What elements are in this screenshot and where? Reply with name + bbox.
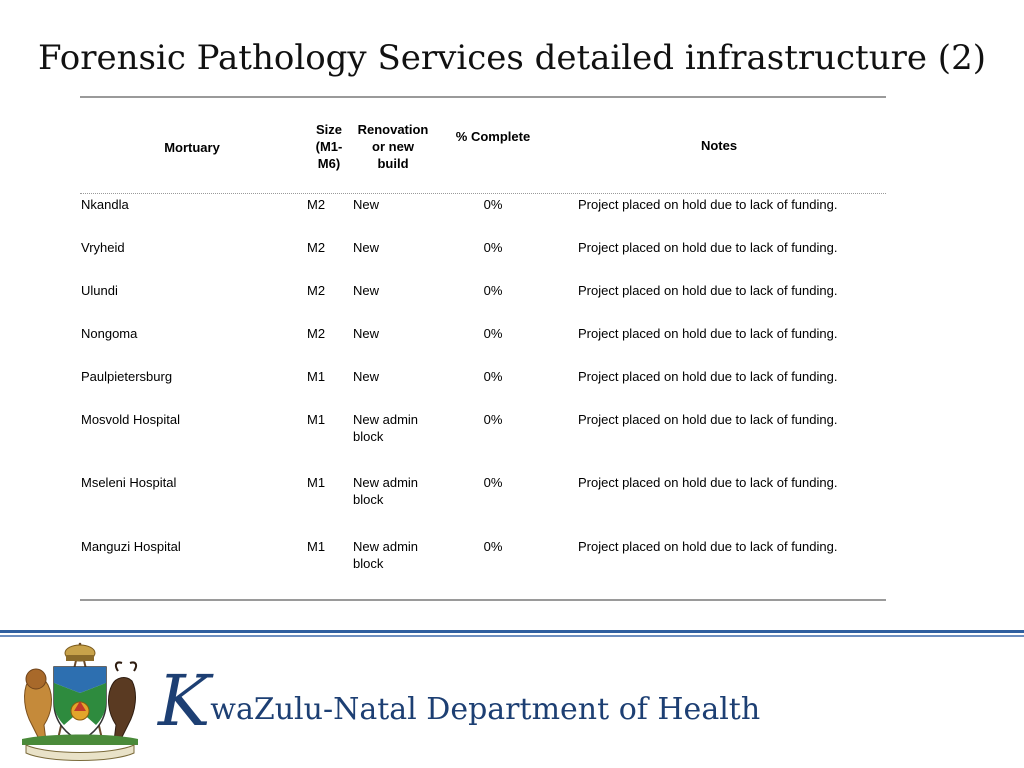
footer-band-thin [0, 635, 1024, 637]
header-size: Size (M1- M6) [315, 122, 343, 171]
cell-size: M1 [307, 539, 326, 554]
cell-mortuary: Ulundi [81, 283, 118, 298]
cell-renovation-line: New admin [353, 412, 419, 427]
department-wordmark [158, 660, 760, 740]
cell-renovation [353, 538, 443, 572]
coat-of-arms-icon [18, 641, 142, 763]
cell-size: M2 [307, 240, 326, 255]
cell-renovation [353, 368, 443, 385]
wordmark-text: waZulu-Natal Department of Health [210, 692, 761, 727]
cell-mortuary: Mosvold Hospital [81, 412, 180, 427]
cell-renovation-line: New [353, 240, 380, 255]
header-renovation: Renovation or new build [357, 122, 429, 171]
cell-percent-complete: 0% [483, 197, 503, 212]
header-notes: Notes [700, 138, 738, 153]
cell-size: M1 [307, 369, 326, 384]
cell-mortuary: Nongoma [81, 326, 138, 341]
cell-notes: Project placed on hold due to lack of funding. [578, 283, 838, 298]
cell-percent-complete: 0% [483, 475, 503, 490]
cell-renovation-line: New [353, 197, 380, 212]
slide-title: Forensic Pathology Services detailed infrastructure (2) [38, 38, 986, 78]
cell-mortuary: Manguzi Hospital [81, 539, 181, 554]
cell-renovation [353, 411, 443, 445]
footer-band [0, 630, 1024, 633]
header-mortuary: Mortuary [164, 140, 220, 155]
cell-size: M2 [307, 283, 326, 298]
cell-percent-complete: 0% [483, 326, 503, 341]
cell-notes: Project placed on hold due to lack of funding. [578, 197, 838, 212]
cell-renovation [353, 282, 443, 299]
cell-renovation-line: New [353, 283, 380, 298]
cell-renovation [353, 196, 443, 213]
cell-size: M1 [307, 412, 326, 427]
cell-size: M2 [307, 197, 326, 212]
cell-percent-complete: 0% [483, 539, 503, 554]
cell-renovation-line: New admin [353, 539, 419, 554]
cell-renovation [353, 325, 443, 342]
cell-notes: Project placed on hold due to lack of funding. [578, 369, 838, 384]
cell-renovation-line: New [353, 369, 380, 384]
cell-renovation [353, 474, 443, 508]
cell-renovation-line: block [353, 492, 384, 507]
cell-percent-complete: 0% [483, 412, 503, 427]
cell-percent-complete: 0% [483, 369, 503, 384]
cell-mortuary: Mseleni Hospital [81, 475, 177, 490]
cell-notes: Project placed on hold due to lack of funding. [578, 240, 838, 255]
cell-notes: Project placed on hold due to lack of funding. [578, 539, 838, 554]
cell-renovation-line: block [353, 556, 384, 571]
cell-size: M2 [307, 326, 326, 341]
cell-percent-complete: 0% [483, 240, 503, 255]
cell-renovation-line: New [353, 326, 380, 341]
cell-percent-complete: 0% [483, 283, 503, 298]
header-divider [80, 193, 886, 194]
cell-mortuary: Nkandla [81, 197, 129, 212]
header-percent-complete: % Complete [455, 129, 531, 144]
cell-renovation [353, 239, 443, 256]
bottom-divider [80, 599, 886, 601]
cell-notes: Project placed on hold due to lack of funding. [578, 326, 838, 341]
cell-renovation-line: New admin [353, 475, 419, 490]
cell-size: M1 [307, 475, 326, 490]
cell-notes: Project placed on hold due to lack of funding. [578, 475, 838, 490]
top-divider [80, 96, 886, 98]
wordmark-initial: K [158, 660, 211, 742]
cell-mortuary: Paulpietersburg [81, 369, 173, 384]
cell-notes: Project placed on hold due to lack of funding. [578, 412, 838, 427]
cell-renovation-line: block [353, 429, 384, 444]
cell-mortuary: Vryheid [81, 240, 125, 255]
